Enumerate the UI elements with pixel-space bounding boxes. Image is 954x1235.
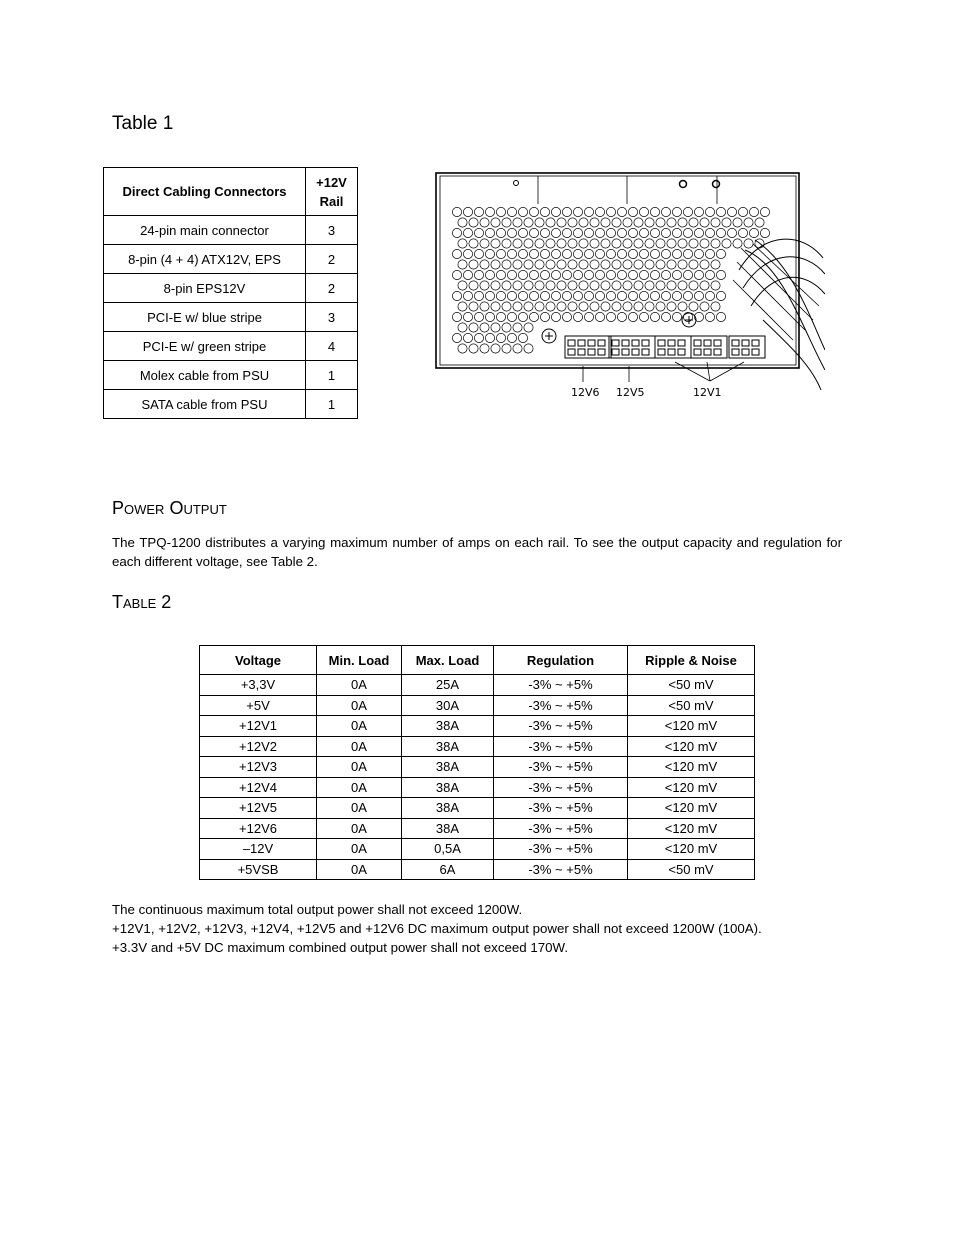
table-cell: 1 [306, 390, 358, 419]
table-cell: -3% ~ +5% [494, 859, 628, 880]
table-cell: +12V2 [200, 736, 317, 757]
table-cell: +5V [200, 695, 317, 716]
table-cell: <120 mV [628, 818, 755, 839]
section-title: Power Output [112, 498, 227, 518]
table-row [200, 798, 755, 819]
rail-label-12v6: 12V6 [571, 386, 600, 399]
table-cell: 24-pin main connector [104, 216, 306, 245]
table-cell: 3 [306, 303, 358, 332]
psu-back-panel [436, 173, 825, 390]
table-row [200, 675, 755, 696]
rail-label-12v1: 12V1 [693, 386, 722, 399]
table-cell: 0A [317, 716, 402, 737]
column-header: Regulation [494, 646, 628, 675]
table-row [200, 695, 755, 716]
table-cell: 0A [317, 839, 402, 860]
table-cell: 0A [317, 859, 402, 880]
table-header-row [104, 168, 358, 216]
table2-title: Table 2 [112, 592, 172, 612]
table-cell: +12V6 [200, 818, 317, 839]
cabling-connectors-table [103, 167, 358, 419]
table-row [200, 839, 755, 860]
table-cell: 6A [402, 859, 494, 880]
table-cell: <120 mV [628, 839, 755, 860]
table-cell: 4 [306, 332, 358, 361]
table-row [104, 390, 358, 419]
table-cell: -3% ~ +5% [494, 757, 628, 778]
table-cell: 30A [402, 695, 494, 716]
table-cell: <120 mV [628, 777, 755, 798]
table-cell: 0A [317, 736, 402, 757]
table-row [200, 757, 755, 778]
table-row [104, 216, 358, 245]
table-row [104, 303, 358, 332]
table-cell: -3% ~ +5% [494, 777, 628, 798]
table-cell: 2 [306, 274, 358, 303]
column-header: +12V Rail [306, 168, 358, 216]
power-output-table [199, 645, 755, 880]
table-cell: 38A [402, 818, 494, 839]
table-cell: +12V1 [200, 716, 317, 737]
table-cell: 1 [306, 361, 358, 390]
table-cell: <120 mV [628, 757, 755, 778]
table-cell: 8-pin (4 + 4) ATX12V, EPS [104, 245, 306, 274]
table-cell: 0A [317, 818, 402, 839]
table-cell: 0A [317, 695, 402, 716]
table1-title: Table 1 [112, 113, 174, 134]
table-cell: 38A [402, 757, 494, 778]
table-cell: -3% ~ +5% [494, 716, 628, 737]
table-cell: <120 mV [628, 798, 755, 819]
table-cell: <120 mV [628, 736, 755, 757]
table-cell: 0A [317, 757, 402, 778]
table-row [104, 245, 358, 274]
column-header: Ripple & Noise [628, 646, 755, 675]
table-row [200, 818, 755, 839]
table-cell: 38A [402, 777, 494, 798]
table-row [200, 859, 755, 880]
table-cell: 38A [402, 736, 494, 757]
table-cell: 38A [402, 798, 494, 819]
column-header: Voltage [200, 646, 317, 675]
column-header: Min. Load [317, 646, 402, 675]
intro-paragraph: The TPQ-1200 distributes a varying maximum number of amps on each rail. To see the output capacity and regulation for each different voltage, see Table 2. [112, 535, 842, 569]
table-cell: 2 [306, 245, 358, 274]
table-cell: Molex cable from PSU [104, 361, 306, 390]
table-cell: 0A [317, 777, 402, 798]
table-cell: PCI-E w/ blue stripe [104, 303, 306, 332]
note-line: +3.3V and +5V DC maximum combined output power shall not exceed 170W. [112, 940, 569, 955]
table-row [200, 716, 755, 737]
table-cell: -3% ~ +5% [494, 736, 628, 757]
table-cell: <120 mV [628, 716, 755, 737]
psu-connector-panel-diagram [433, 170, 825, 402]
table-cell: <50 mV [628, 859, 755, 880]
table-cell: 0,5A [402, 839, 494, 860]
table-cell: -3% ~ +5% [494, 675, 628, 696]
table-row [200, 736, 755, 757]
table-row [104, 332, 358, 361]
table-cell: +3,3V [200, 675, 317, 696]
table-row [200, 777, 755, 798]
table-cell: +12V4 [200, 777, 317, 798]
table-cell: 8-pin EPS12V [104, 274, 306, 303]
notes [112, 900, 762, 957]
note-line: +12V1, +12V2, +12V3, +12V4, +12V5 and +12V6 DC maximum output power shall not exceed 1200W (100A). [112, 921, 762, 936]
table-cell: –12V [200, 839, 317, 860]
table-cell: +5VSB [200, 859, 317, 880]
table-cell: SATA cable from PSU [104, 390, 306, 419]
table-cell: -3% ~ +5% [494, 818, 628, 839]
rail-label-12v5: 12V5 [616, 386, 645, 399]
note-line: The continuous maximum total output power shall not exceed 1200W. [112, 902, 523, 917]
table-cell: 38A [402, 716, 494, 737]
table-cell: -3% ~ +5% [494, 695, 628, 716]
table-cell: <50 mV [628, 675, 755, 696]
table-cell: -3% ~ +5% [494, 798, 628, 819]
table-cell: +12V5 [200, 798, 317, 819]
table-cell: 3 [306, 216, 358, 245]
table-cell: +12V3 [200, 757, 317, 778]
table-cell: -3% ~ +5% [494, 839, 628, 860]
table-cell: 25A [402, 675, 494, 696]
table-row [104, 361, 358, 390]
column-header: Max. Load [402, 646, 494, 675]
table-cell: PCI-E w/ green stripe [104, 332, 306, 361]
table-cell: 0A [317, 798, 402, 819]
table-row [104, 274, 358, 303]
column-header: Direct Cabling Connectors [104, 168, 306, 216]
table-header-row [200, 646, 755, 675]
table-cell: <50 mV [628, 695, 755, 716]
table-cell: 0A [317, 675, 402, 696]
